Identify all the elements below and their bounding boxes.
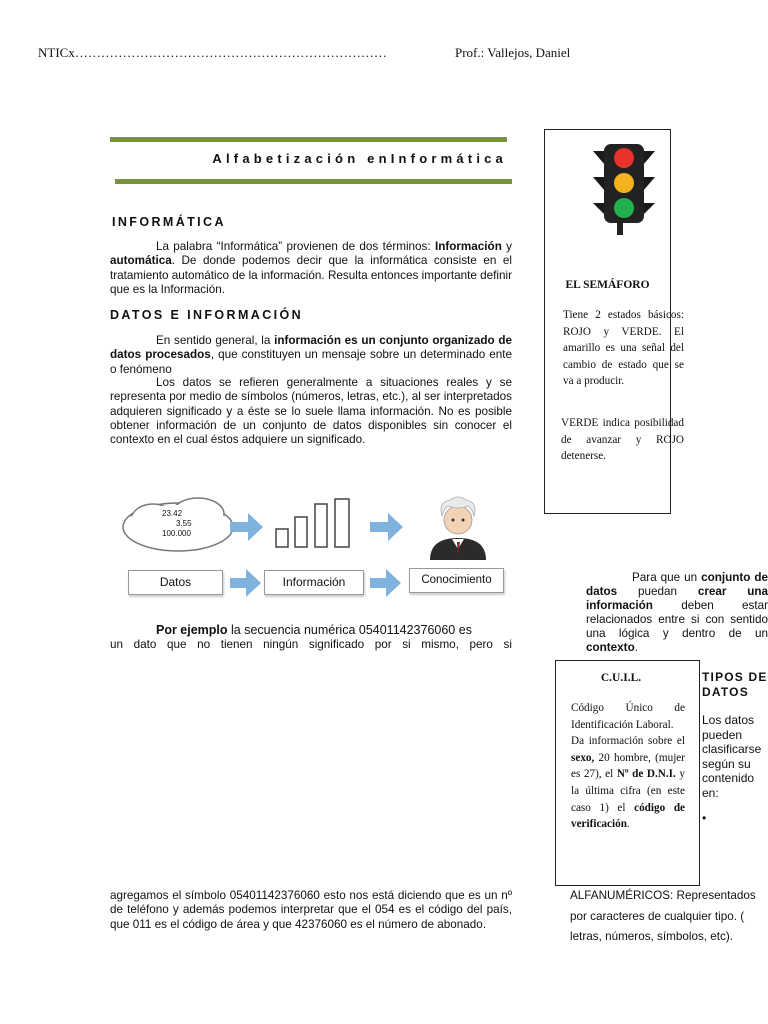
term: código de verificación <box>571 801 686 831</box>
semaforo-box <box>544 129 684 514</box>
term: contexto <box>586 641 635 654</box>
cloud-value: 23.42 <box>162 509 183 518</box>
semaforo-text-1: Tiene 2 estados básicos: ROJO y VERDE. El amarillo es una señal del cambio de estado que se va a producir. <box>563 309 684 388</box>
traffic-light-icon <box>593 143 655 235</box>
semaforo-title: EL SEMÁFORO <box>565 279 650 291</box>
heading-datos: DATOS E INFORMACIÓN <box>110 308 304 322</box>
cloud-values <box>162 509 192 539</box>
paragraph-agregamos: agregamos el símbolo 05401142376060 esto nos está diciendo que es un nº de teléfono y además podemos interpretar que el 054 es el código del país, que 011 es el código de área y que 42376060 es el número de abonado. <box>110 889 512 931</box>
cuil-definition: Código Único de Identificación Laboral. <box>571 702 685 731</box>
cloud-value: 3.55 <box>176 519 192 528</box>
data-information-diagram <box>118 492 518 602</box>
text: 20 hombre, (mujer es 27), el <box>571 751 685 781</box>
text: y <box>501 240 512 253</box>
text: deben estar relacionados entre si con sentido una lógica y dentro de un <box>586 599 768 640</box>
text: , que constituyen un mensaje sobre un determinado ente o fenómeno <box>110 348 512 376</box>
title-bar-top <box>110 137 507 142</box>
text: La palabra “Informática” provienen de dos términos: <box>156 240 435 253</box>
diagram-box-datos: Datos <box>128 570 223 595</box>
paragraph-informatica <box>110 240 512 297</box>
text: la secuencia numérica 05401142376060 es <box>227 623 472 637</box>
text: puedan <box>617 585 698 598</box>
tipos-bullet: • <box>702 811 707 825</box>
text: Para que un <box>632 571 702 584</box>
arrow-right-icon <box>370 513 403 541</box>
text: . <box>626 818 630 831</box>
paragraph-datos-1 <box>110 334 512 377</box>
diagram-box-informacion: Información <box>264 570 364 595</box>
cloud-value: 100.000 <box>162 529 191 538</box>
term-informacion: Información <box>434 240 502 253</box>
page-title: Alfabetización enInformática <box>212 151 507 166</box>
paragraph-ejemplo <box>110 623 512 638</box>
thinker-person-icon <box>430 497 486 560</box>
paragraph-ejemplo-line2: un dato que no tienen ningún significado por si mismo, pero si <box>110 638 512 651</box>
arrow-right-icon <box>230 569 261 597</box>
paragraph-para-que <box>586 571 768 655</box>
term-automatica: automática <box>110 254 172 268</box>
term: Nº de D.N.I. <box>616 768 676 781</box>
header-subject: NTICx……………………………………………………………… <box>38 45 387 60</box>
term: sexo, <box>571 751 595 764</box>
text: Da información sobre el <box>571 735 685 748</box>
definition: información es un conjunto organizado de datos procesados <box>110 334 512 362</box>
ejemplo-label: Por ejemplo <box>156 623 228 637</box>
arrow-right-icon <box>370 569 401 597</box>
paragraph-datos-2: Los datos se refieren generalmente a situaciones reales y se representa por medio de símbolos (números, letras, etc.), al ser interpretados adquieren significado y a éste se lo suele llama información. No es posible obtener información de un conjunto de datos disponibles sin conocer el contexto en el cual éstos adquiere un significado. <box>110 376 512 447</box>
paragraph-alfanumericos: ALFANUMÉRICOS: Representados por caracteres de cualquier tipo. ( letras, números, símbolos, etc). <box>570 889 756 943</box>
arrow-right-icon <box>230 513 263 541</box>
text: En sentido general, la <box>156 334 275 347</box>
diagram-box-conocimiento: Conocimiento <box>409 568 504 593</box>
text: y la última cifra (en este caso 1) el <box>571 768 686 814</box>
semaforo-text-2: VERDE indica posibilidad de avanzar y ROJO detenerse. <box>561 417 684 463</box>
cuil-text <box>571 700 685 833</box>
term: conjunto de datos <box>586 571 768 598</box>
text: . <box>634 641 638 654</box>
header-teacher: Prof.: Vallejos, Daniel <box>455 45 571 60</box>
cuil-details <box>571 733 685 833</box>
term: crear una información <box>586 585 768 612</box>
heading-informatica: INFORMÁTICA <box>112 215 226 229</box>
cuil-title: C.U.I.L. <box>600 672 642 684</box>
cuil-box <box>555 660 700 886</box>
heading-tipos-datos: TIPOS DE DATOS <box>702 670 768 699</box>
title-bar-bottom <box>115 179 512 184</box>
text: . De donde podemos decir que la informática consiste en el tratamiento automático de la información. Resulta entonces importante definir que es la Información. <box>110 254 512 296</box>
tipos-text: Los datos pueden clasificarse según su contenido en: <box>702 713 762 800</box>
bar-graph-icon <box>276 499 349 547</box>
